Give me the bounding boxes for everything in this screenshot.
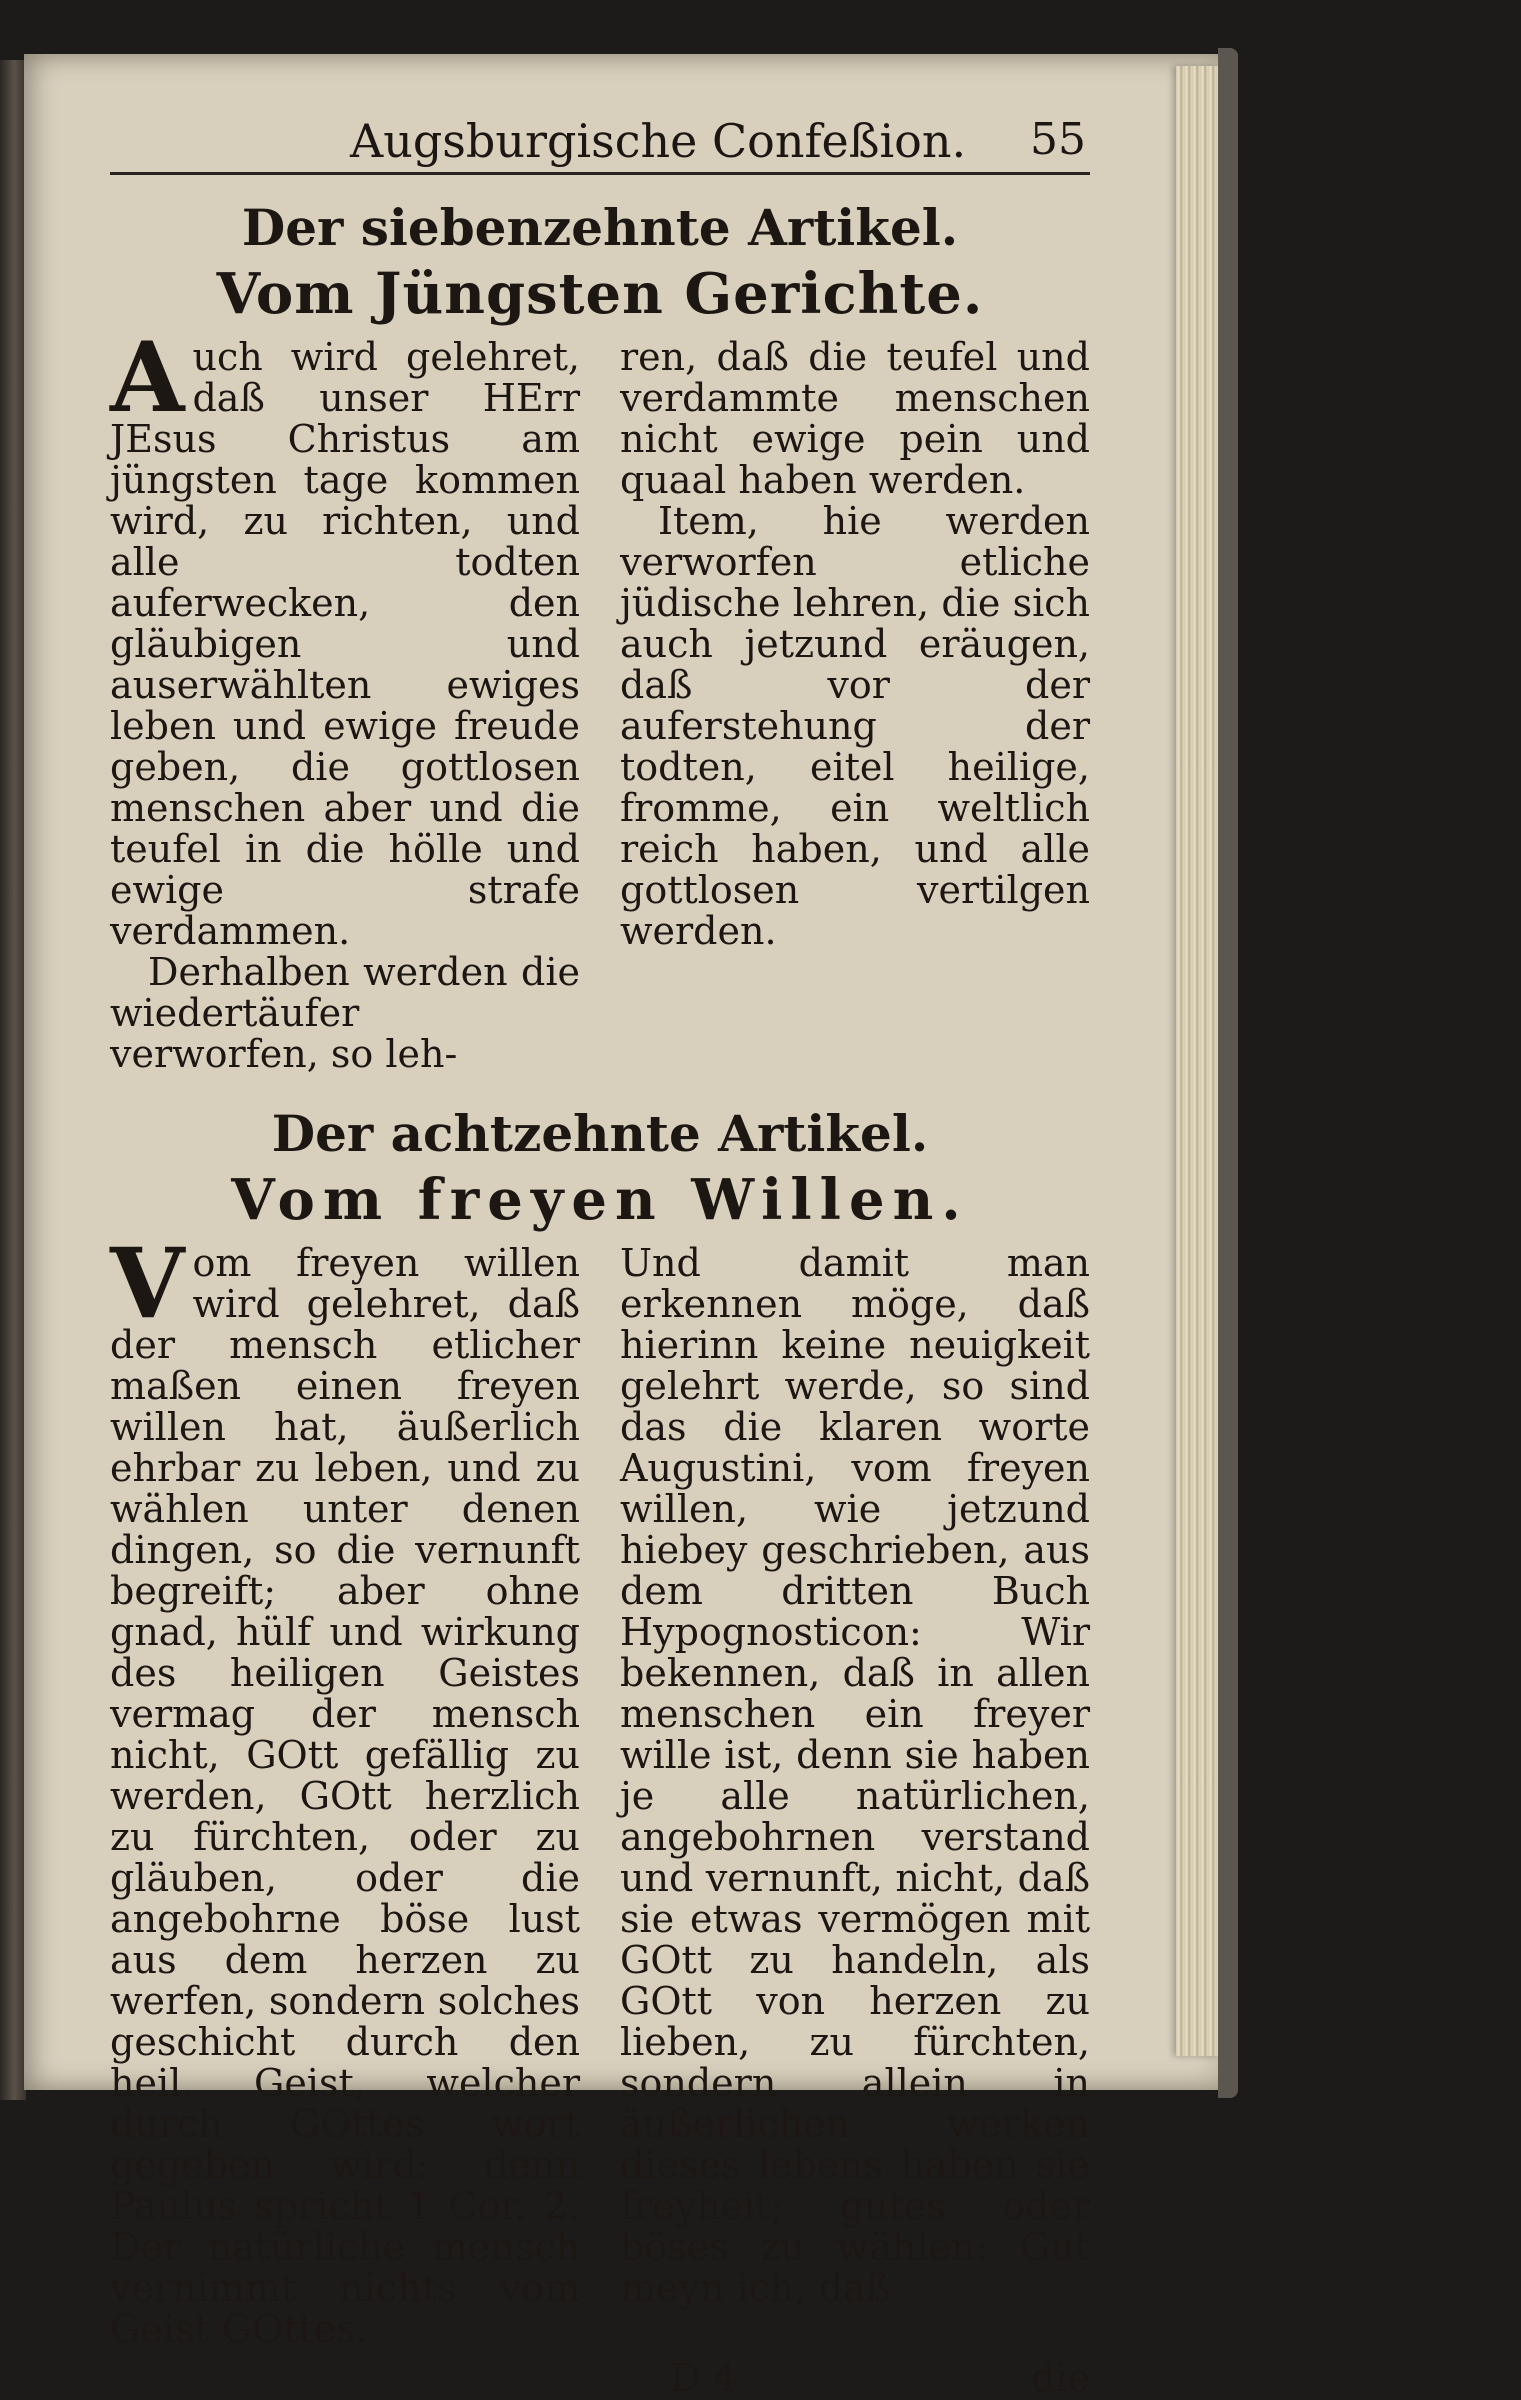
article-17-right-paragraph-1: ren, daß die teufel und verdammte menschen nicht ewige pein und quaal haben werden. — [620, 335, 1090, 502]
article-18-heading: Der achtzehnte Artikel. — [271, 1104, 929, 1163]
signature-mark: D 4 — [670, 2356, 737, 2400]
article-17 — [110, 197, 1090, 1075]
article-17-columns — [110, 321, 1090, 1076]
article-17-heading: Der siebenzehnte Artikel. — [241, 198, 959, 257]
article-17-subheading: Vom Jüngsten Gerichte. — [216, 261, 984, 327]
article-18-left-column — [110, 1227, 580, 2351]
article-18-right-column — [620, 1243, 1090, 2350]
article-17-left-paragraph-2: Derhalben werden die wiedertäufer verworfen, so leh- — [110, 950, 580, 1076]
article-18-subheading: Vom freyen Willen. — [231, 1167, 969, 1233]
article-18 — [110, 1103, 1090, 2350]
page-edges — [1176, 66, 1220, 2056]
drop-cap-a: A — [110, 321, 185, 434]
article-18-right-paragraph: Und damit man erkennen möge, daß hierinn keine neuigkeit gelehrt werde, so sind das die klaren worte Augustini, vom freyen willen, wie jetzund hiebey geschrieben, aus dem dritten Buch Hypognosticon: Wir bekennen, daß in allen menschen ein freyer wille ist, denn sie haben je alle natürlichen, angebohrnen verstand und vernunft, nicht, daß sie etwas vermögen mit GOtt zu handeln, als GOtt von herzen zu lieben, zu fürchten, sondern allein in äußerlichen werken dieses lebens haben sie freyheit; gutes oder böses zu wählen: Gut meyn ich, daß — [620, 1241, 1090, 2310]
article-18-columns — [110, 1227, 1090, 2351]
article-18-left-text: om freyen willen wird gelehret, daß der mensch etlicher maßen einen freyen willen hat, äußerlich ehrbar zu leben, und zu wählen unter denen dingen, so die vernunft begreift; aber ohne gnad, hülf und wirkung des heiligen Geistes vermag der mensch nicht, GOtt gefällig zu werden, GOtt herzlich zu fürchten, oder zu gläuben, oder die angebohrne böse lust aus dem herzen zu werfen, sondern solches geschicht durch den heil. Geist, welcher durch GOttes wort gegeben wird: denn Paulus spricht 1 Cor. 2. Der natürliche mensch vernimmt nichts vom Geist GOttes. — [110, 1241, 580, 2351]
article-17-left-paragraph-1 — [110, 321, 580, 953]
article-17-left-text-1: uch wird gelehret, daß unser HErr JEsus Christus am jüngsten tage kommen wird, zu richten, und alle todten auferwecken, den gläubigen und auserwählten ewiges leben und ewige freude geben, die gottlosen menschen aber und die teufel in die hölle und ewige strafe verdammen. — [110, 335, 580, 953]
catchword: die — [1031, 2356, 1090, 2400]
page-header — [110, 100, 1090, 170]
drop-cap-v: V — [110, 1227, 185, 1340]
book-cover-edge — [1218, 48, 1238, 2098]
page-content — [110, 100, 1090, 2400]
book-binding — [0, 60, 26, 2100]
article-17-right-paragraph-2: Item, hie werden verworfen etliche jüdische lehren, die sich auch jetzund eräugen, daß vor der auferstehung der todten, eitel heilige, fromme, ein weltlich reich haben, und alle gottlosen vertilgen werden. — [620, 499, 1090, 953]
page-number: 55 — [1030, 114, 1086, 165]
article-17-right-column — [620, 337, 1090, 1075]
running-title: Augsburgische Confeßion. — [350, 114, 967, 168]
page-footer — [110, 2356, 1090, 2400]
article-18-left-paragraph — [110, 1227, 580, 2351]
article-17-left-column — [110, 321, 580, 1076]
header-rule — [110, 172, 1090, 175]
